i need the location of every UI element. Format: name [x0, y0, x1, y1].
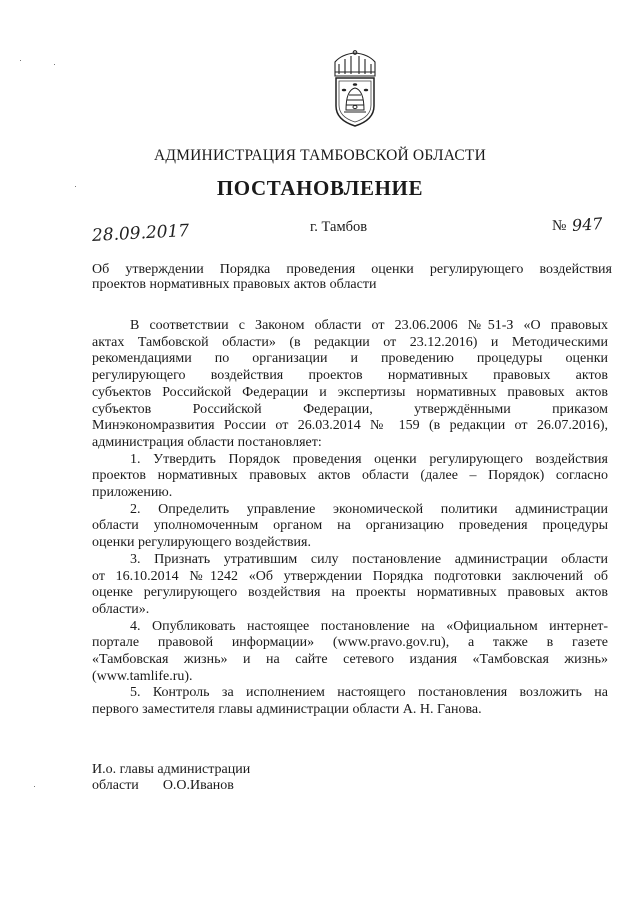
body-line: 1. Утвердить Порядок проведения оценки регулирующего воздействия — [130, 451, 608, 467]
body-line: В соответствии с Законом области от 23.06.2006 №51-З «О правовых — [130, 318, 608, 333]
document-city: г. Тамбов — [310, 219, 368, 235]
subject-line: Об утверждении Порядка проведения оценки регулирующего воздействия — [92, 262, 612, 277]
body-line: приложению. — [92, 485, 173, 501]
body-line: проектов нормативных правовых актов области (далее – Порядок) согласно — [92, 468, 608, 484]
body-line: регулирующего воздействия проектов нормативных правовых актов — [92, 368, 608, 384]
document-date: 28.09.2017 — [91, 220, 190, 246]
body-line: первого заместителя главы администрации области А. Н. Ганова. — [92, 702, 482, 718]
body-line: рекомендациями по организации и проведению процедуры оценки — [92, 351, 608, 367]
body-line: Минэкономразвития России от 26.03.2014 № 159 (в редакции от 26.07.2016), — [92, 418, 608, 434]
signatory-position: И.о. главы администрации — [92, 762, 251, 777]
document-type-heading: ПОСТАНОВЛЕНИЕ — [216, 176, 424, 200]
body-line: области уполномоченным органом на организацию проведения процедуры — [92, 518, 608, 534]
scan-speck — [34, 786, 35, 787]
body-line: (www.tamlife.ru). — [92, 668, 193, 684]
number-sign: № — [552, 218, 567, 234]
number-value: 947 — [571, 213, 604, 236]
preamble-paragraph — [92, 318, 608, 452]
item-3-paragraph — [92, 552, 608, 619]
body-line: субъектов Российской Федерации, утверждёнными приказом — [92, 401, 608, 417]
scan-speck — [54, 64, 55, 65]
body-line: 2. Определить управление экономической политики администрации — [130, 501, 608, 517]
body-line: 4. Опубликовать настоящее постановление на «Официальном интернет- — [130, 618, 608, 634]
item-2-paragraph — [92, 502, 608, 552]
document-number — [552, 215, 603, 235]
organization-title: АДМИНИСТРАЦИЯ ТАМБОВСКОЙ ОБЛАСТИ — [154, 147, 486, 164]
tambov-oblast-coat-of-arms-icon — [326, 50, 384, 128]
item-5-paragraph — [92, 685, 608, 718]
subject-line: проектов нормативных правовых актов области — [92, 277, 377, 292]
body-line: портале правовой информации» (www.pravo.gov.ru), а также в газете — [92, 635, 608, 651]
body-line: «Тамбовская жизнь» и на сайте сетевого издания «Тамбовская жизнь» — [92, 652, 608, 668]
item-4-paragraph — [92, 619, 608, 686]
body-line: оценки регулирующего воздействия. — [92, 535, 311, 551]
document-subject — [92, 262, 612, 292]
body-line: субъектов Российской Федерации и экспертизы нормативных правовых актов — [92, 384, 608, 400]
signatory-name: О.О.Иванов — [162, 778, 234, 793]
signatory-position-cont: области — [92, 778, 139, 793]
body-line: области». — [92, 601, 150, 617]
body-line: от 16.10.2014 №1242 «Об утверждении Порядка подготовки заключений об — [92, 568, 608, 584]
item-1-paragraph — [92, 452, 608, 502]
scan-speck — [20, 60, 21, 61]
body-line: оценке регулирующего воздействия на проекты нормативных правовых актов — [92, 585, 608, 601]
body-line: 5. Контроль за исполнением настоящего постановления возложить на — [130, 685, 608, 701]
body-line: администрация области постановляет: — [92, 434, 322, 450]
scan-speck — [75, 186, 76, 187]
document-body — [92, 318, 608, 719]
signature-row — [92, 778, 250, 794]
body-line: актах Тамбовской области» (в редакции от 23.12.2016) и Методическими — [92, 334, 608, 350]
body-line: 3. Признать утратившим силу постановление администрации области — [130, 551, 608, 567]
signature-block — [92, 762, 250, 794]
